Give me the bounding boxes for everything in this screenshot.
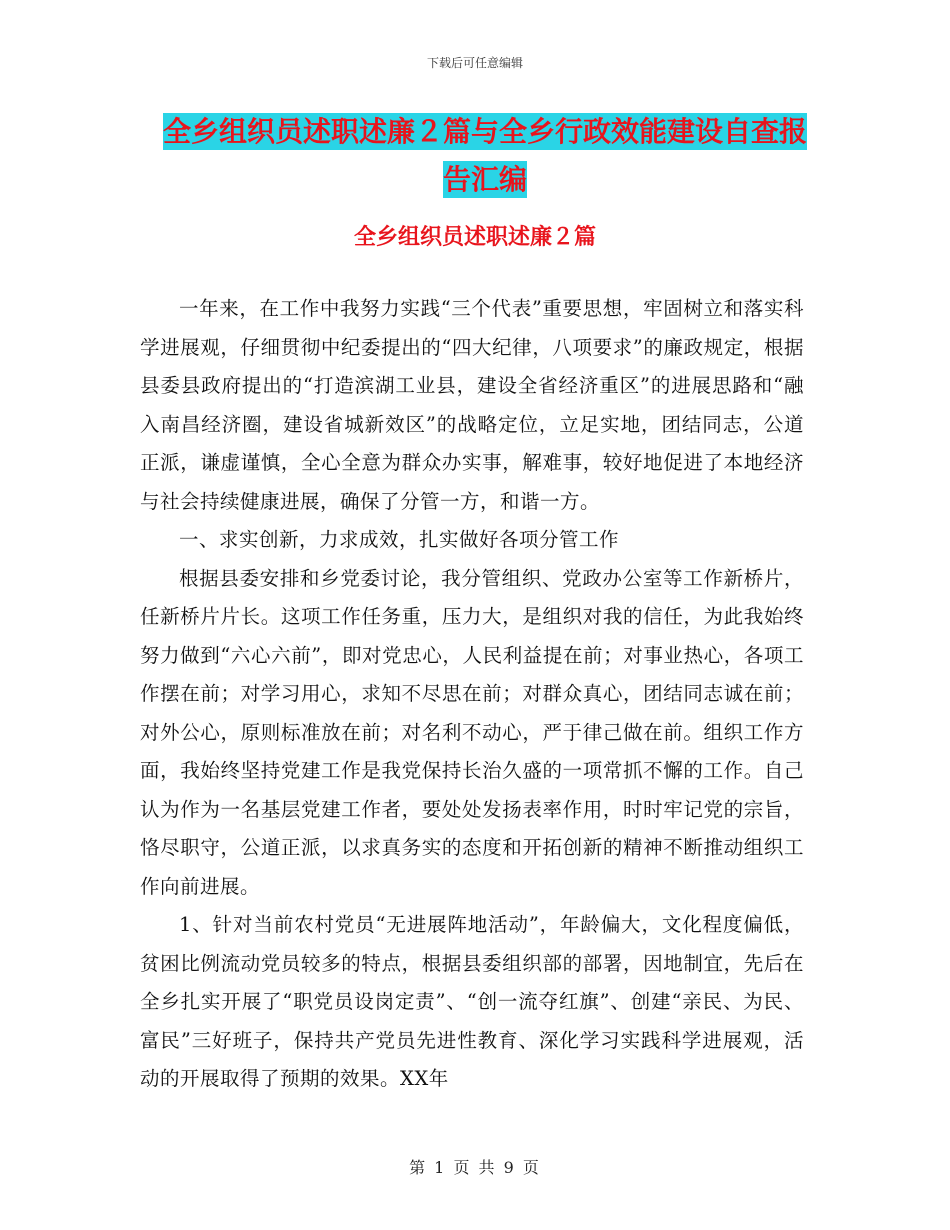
page-footer: 第 1 页 共 9 页 <box>409 1158 541 1177</box>
paragraph-heading-1: 一、求实创新，力求成效，扎实做好各项分管工作 <box>179 528 620 551</box>
document-title <box>140 108 830 204</box>
section-title: 全乡组织员述职述廉２篇 <box>353 225 596 250</box>
paragraph-intro: 一年来，在工作中我努力实践“三个代表”重要思想，牢固树立和落实科学进展观，仔细贯彻中纪委提出的“四大纪律，八项要求”的廉政规定，根据县委县政府提出的“打造滨湖工业县，建设全省经济重区”的进展思路和“融入南昌经济圈，建设省城新效区”的战略定位，立足实地，团结同志，公道正派，谦虚谨慎，全心全意为群众办实事，解难事，较好地促进了本地经济与社会持续健康进展，确保了分管一方，和谐一方。 <box>140 297 804 513</box>
header-note: 下载后可任意编辑 <box>426 56 523 70</box>
paragraph-responsibilities: 根据县委安排和乡党委讨论，我分管组织、党政办公室等工作新桥片，任新桥片片长。这项工作任务重，压力大，是组织对我的信任，为此我始终努力做到“六心六前”，即对党忠心，人民利益提在前；对事业热心，各项工作摆在前；对学习用心，求知不尽思在前；对群众真心，团结同志诚在前；对外公心，原则标准放在前；对名利不动心，严于律己做在前。组织工作方面，我始终坚持党建工作是我党保持长治久盛的一项常抓不懈的工作。自己认为作为一名基层党建工作者，要处处发扬表率作用，时时牢记党的宗旨，恪尽职守，公道正派，以求真务实的态度和开拓创新的精神不断推动组织工作向前进展。 <box>140 566 804 898</box>
document-body <box>140 290 804 1099</box>
title-line-1: 全乡组织员述职述廉２篇与全乡行政效能建设自查报 <box>162 115 807 148</box>
paragraph-item-1: 1、针对当前农村党员“无进展阵地活动”，年龄偏大，文化程度偏低，贫困比例流动党员较多的特点，根据县委组织部的部署，因地制宜，先后在全乡扎实开展了“职党员设岗定责”、“创一流夺红旗”、创建“亲民、为民、富民”三好班子，保持共产党员先进性教育、深化学习实践科学进展观，活动的开展取得了预期的效果。XX年 <box>140 913 804 1090</box>
title-line-2: 告汇编 <box>442 163 527 196</box>
